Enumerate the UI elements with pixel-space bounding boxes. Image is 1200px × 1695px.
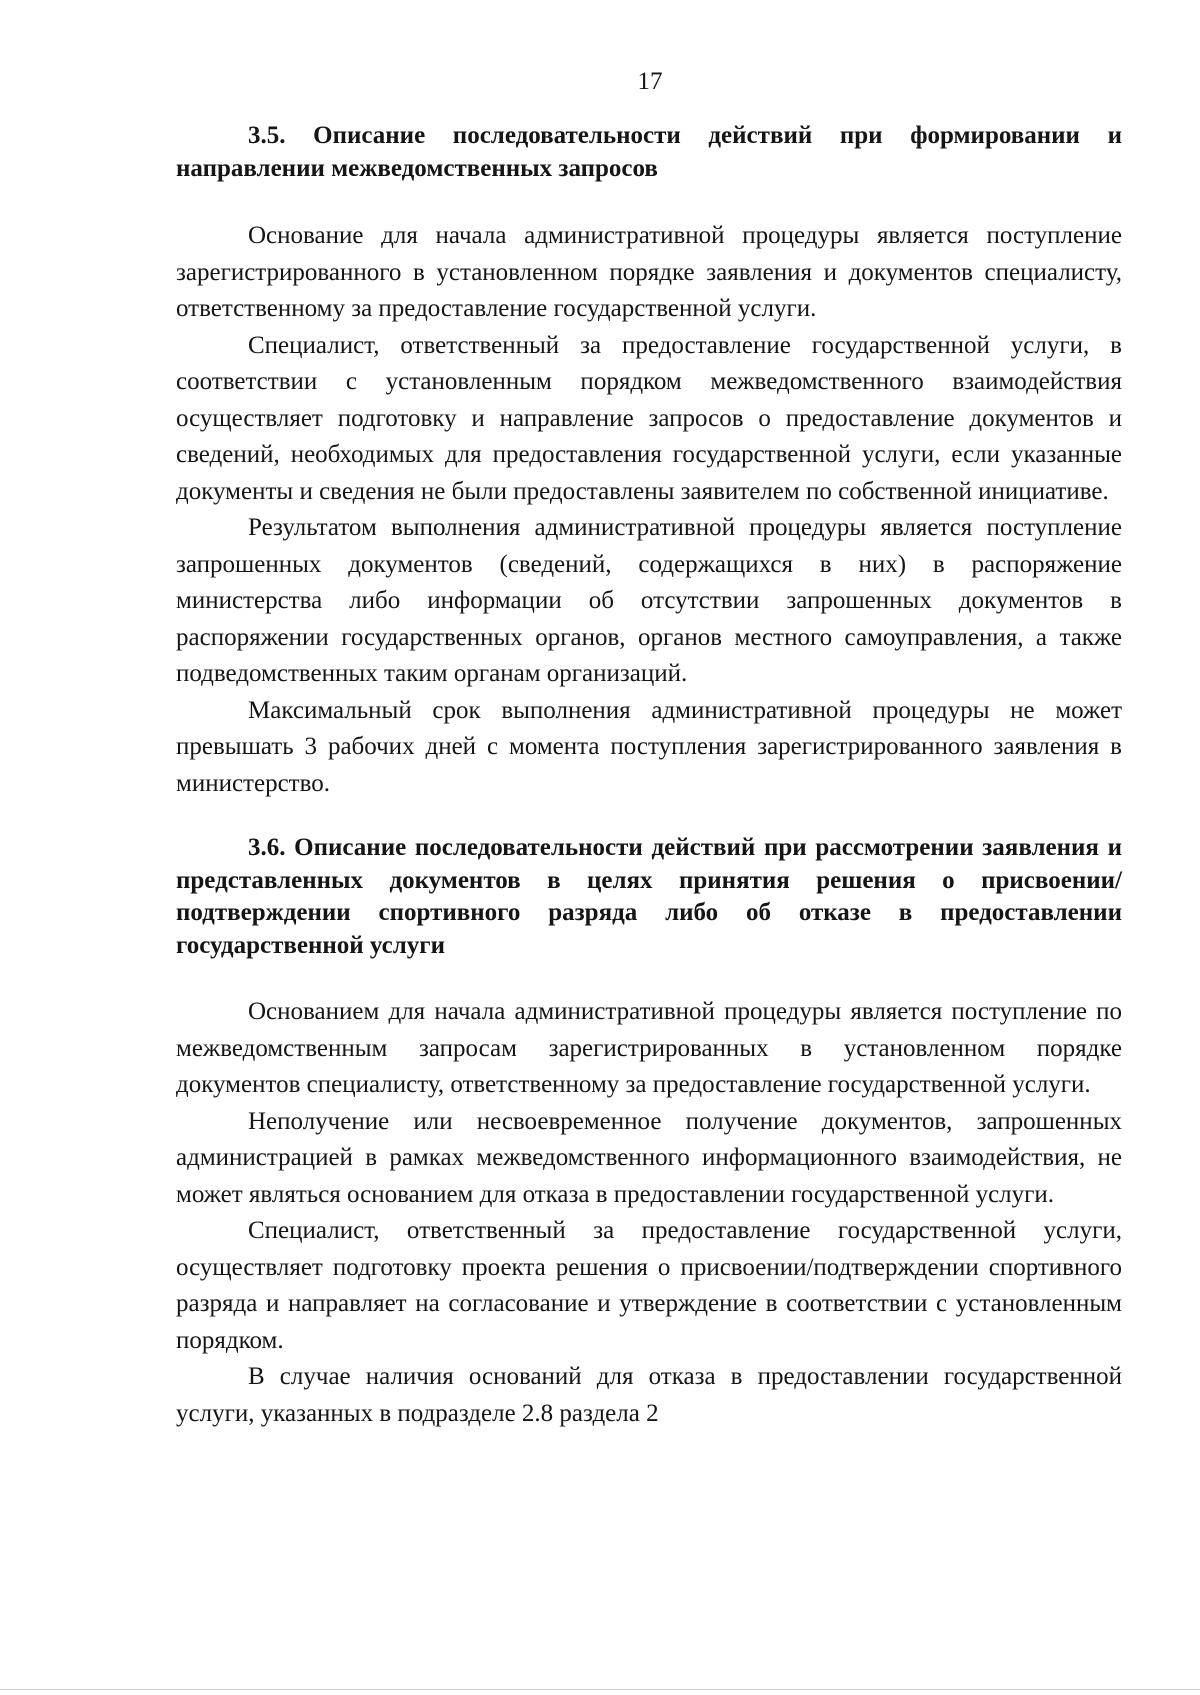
paragraph: Основанием для начала административной процедуры является поступление по межведомственным запросам зарегистрированных в установленном порядке документов специалисту, ответственному за предоставление государственной услуги. bbox=[176, 998, 1122, 1098]
section-heading-3-6: 3.6. Описание последовательности действий при рассмотрении заявления и представленных документов в целях принятия решения о присвоении/подтверждении спортивного разряда либо об отказе в предоставлении государственной услуги bbox=[176, 834, 1122, 959]
paragraph: Неполучение или несвоевременное получение документов, запрошенных администрацией в рамках межведомственного информационного взаимодействия, не может являться основанием для отказа в предоставлении государственной услуги. bbox=[176, 1107, 1122, 1208]
paragraph: Результатом выполнения административной процедуры является поступление запрошенных документов (сведений, содержащихся в них) в распоряжение министерства либо информации об отсутствии запрошенных документов в распоряжении государственных органов, органов местного самоуправления, а также подведомственных таким органам организаций. bbox=[176, 514, 1122, 687]
paragraph: Максимальный срок выполнения административной процедуры не может превышать 3 рабочих дней с момента поступления зарегистрированного заявления в министерство. bbox=[176, 696, 1122, 797]
section-3-5-body bbox=[176, 218, 1122, 802]
paragraph: Основание для начала административной процедуры является поступление зарегистрированного в установленном порядке заявления и документов специалисту, ответственному за предоставление государственной услуги. bbox=[176, 222, 1122, 322]
document-body bbox=[176, 120, 1122, 1432]
scan-edge-line bbox=[0, 1689, 1200, 1690]
paragraph: Специалист, ответственный за предоставление государственной услуги, в соответствии с установленным порядком межведомственного взаимодействия осуществляет подготовку и направление запросов о предоставление документов и сведений, необходимых для предоставления государственной услуги, если указанные документы и сведения не были предоставлены заявителем по собственной инициативе. bbox=[176, 331, 1122, 505]
section-3-6-body bbox=[176, 994, 1122, 1432]
paragraph: Специалист, ответственный за предоставление государственной услуги, осуществляет подготовку проекта решения о присвоении/подтверждении спортивного разряда и направляет на согласование и утверждение в соответствии с установленным порядком. bbox=[176, 1217, 1122, 1354]
section-heading-3-5: 3.5. Описание последовательности действий при формировании и направлении межведомственных запросов bbox=[176, 122, 1122, 182]
page-number: 17 bbox=[637, 68, 663, 95]
paragraph: В случае наличия оснований для отказа в предоставлении государственной услуги, указанных в подразделе 2.8 раздела 2 bbox=[176, 1363, 1122, 1427]
